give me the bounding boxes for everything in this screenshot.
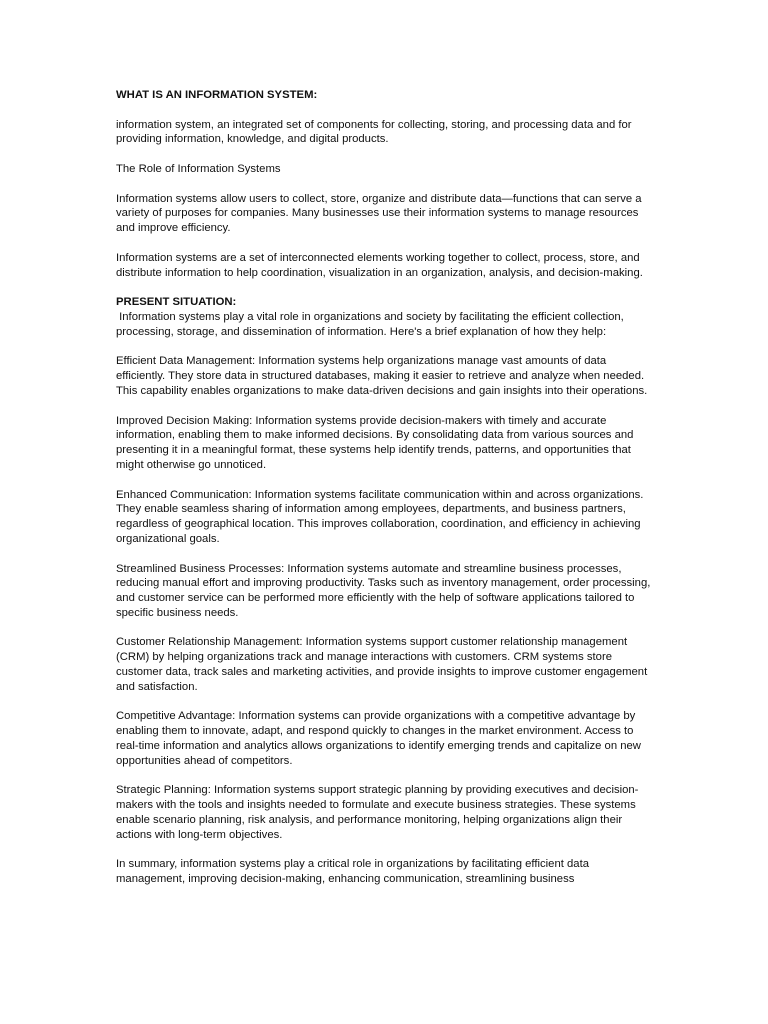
point-crm: Customer Relationship Management: Information systems support customer relationship management (CRM) by helping organizations track and manage interactions with customers. CRM systems store customer data, track sales and marketing activities, and provide insights to improve customer engagement and satisfaction. — [116, 636, 651, 693]
point-decision-making: Improved Decision Making: Information systems provide decision-makers with timely and accurate information, enabling them to make informed decisions. By consolidating data from various sources and presenting it in a meaningful format, these systems help identify trends, patterns, and opportunities that might otherwise go unnoticed. — [116, 414, 637, 471]
role-title: The Role of Information Systems — [116, 162, 281, 175]
point-communication: Enhanced Communication: Information systems facilitate communication within and across organizations. They enable seamless sharing of information among employees, departments, and business partners, regardless of geographical location. This improves collaboration, coordination, and efficiency in achieving organizational goals. — [116, 488, 647, 545]
point-strategic-planning: Strategic Planning: Information systems support strategic planning by providing executives and decision-makers with the tools and insights needed to formulate and execute business strategies. These systems enable scenario planning, risk analysis, and performance monitoring, helping organizations align their actions with long-term objectives. — [116, 784, 639, 841]
summary-paragraph: In summary, information systems play a critical role in organizations by facilitating efficient data management, improving decision-making, enhancing communication, streamlining business — [116, 858, 593, 886]
role-paragraph-1: Information systems allow users to collect, store, organize and distribute data—functions that can serve a variety of purposes for companies. Many businesses use their information systems to manage resources and improve efficiency. — [116, 192, 645, 235]
document-heading: WHAT IS AN INFORMATION SYSTEM: — [116, 89, 318, 101]
point-competitive-advantage: Competitive Advantage: Information systems can provide organizations with a competitive advantage by enabling them to innovate, adapt, and respond quickly to changes in the market environment. Access to real-time information and analytics allows organizations to identify emerging trends and capitalize on new opportunities ahead of competitors. — [116, 710, 645, 767]
present-intro-paragraph: Information systems play a vital role in organizations and society by facilitating the efficient collection, processing, storage, and dissemination of information. Here's a brief explanation of how they help: — [116, 310, 627, 338]
definition-paragraph: information system, an integrated set of components for collecting, storing, and processing data and for providing information, knowledge, and digital products. — [116, 118, 635, 146]
present-situation-heading: PRESENT SITUATION: — [116, 296, 237, 309]
point-business-processes: Streamlined Business Processes: Information systems automate and streamline business processes, reducing manual effort and improving productivity. Tasks such as inventory management, order processing, and customer service can be performed more efficiently with the help of software applications tailored to specific business needs. — [116, 562, 654, 619]
point-data-management: Efficient Data Management: Information systems help organizations manage vast amounts of data efficiently. They store data in structured databases, making it easier to retrieve and analyze when needed. This capability enables organizations to make data-driven decisions and gain insights into their operations. — [116, 355, 648, 397]
role-paragraph-2: Information systems are a set of interconnected elements working together to collect, process, store, and distribute information to help coordination, visualization in an organization, analysis, and decision-making. — [116, 251, 643, 279]
document-page — [116, 88, 656, 902]
